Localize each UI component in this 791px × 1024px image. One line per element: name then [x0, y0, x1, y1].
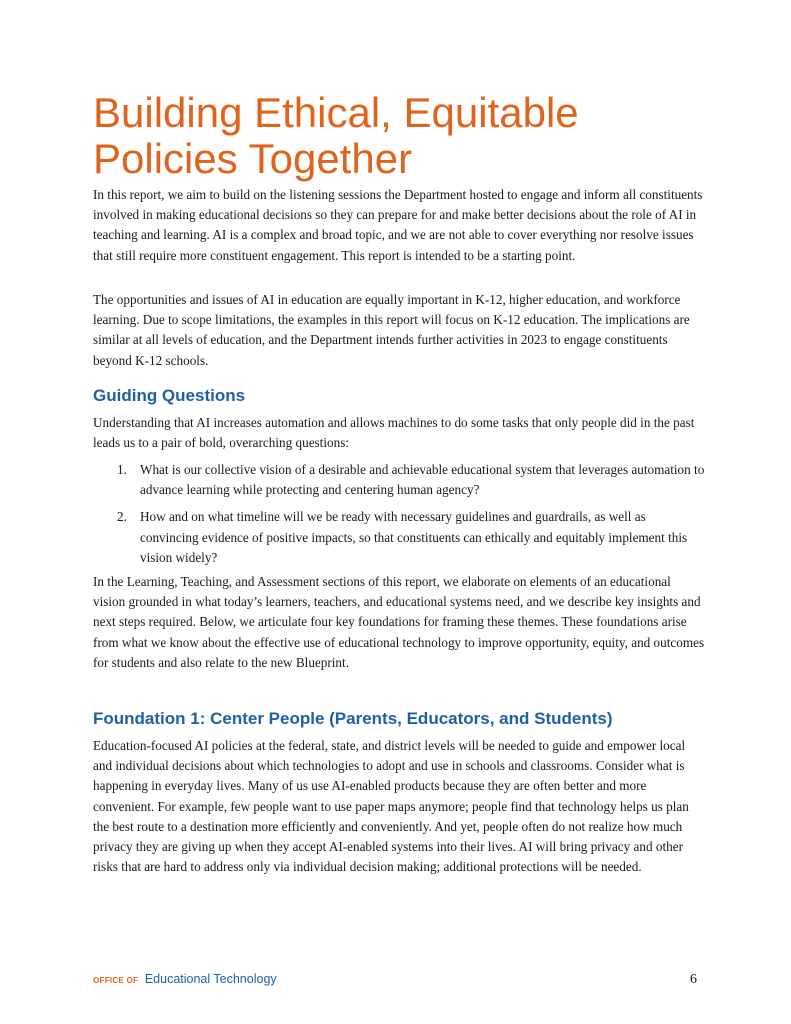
intro-paragraph-2: The opportunities and issues of AI in education are equally important in K-12, higher education, and workforce learning. Due to scope limitations, the examples in this report will focus on K-12 education. The implications are similar at all levels of education, and the Department intends further activities in 2023 to engage constituents beyond K-12 schools. — [93, 292, 690, 368]
guiding-questions-heading: Guiding Questions — [93, 386, 246, 405]
guiding-questions-list — [93, 460, 705, 568]
office-logo — [93, 970, 277, 988]
logo-office-of: OFFICE OF — [93, 976, 139, 985]
foundation-1-heading: Foundation 1: Center People (Parents, Educators, and Students) — [93, 709, 613, 728]
guiding-lead-paragraph: Understanding that AI increases automation and allows machines to do some tasks that only people did in the past leads us to a pair of bold, overarching questions: — [93, 415, 695, 451]
page-number: 6 — [690, 972, 697, 987]
logo-educational-technology: Educational Technology — [144, 972, 277, 986]
foundation-1-paragraph: Education-focused AI policies at the federal, state, and district levels will be needed to guide and empower local and individual decisions about which technologies to adopt and use in schools and classrooms. Consider what is happening in everyday lives. Many of us use AI-enabled products because they are often better and more convenient. For example, few people want to use paper maps anymore; people find that technology helps us plan the best route to a destination more efficiently and conveniently. And yet, people often do not realize how much privacy they are giving up when they accept AI-enabled systems into their lives. AI will bring privacy and other risks that are hard to address only via individual decision making; additional protections will be needed. — [93, 738, 689, 875]
list-item-text: What is our collective vision of a desirable and achievable educational system that leverages automation to advance learning while protecting and centering human agency? — [140, 462, 705, 498]
list-item — [93, 507, 705, 568]
list-item — [93, 460, 705, 500]
list-item-text: How and on what timeline will we be ready with necessary guidelines and guardrails, as well as convincing evidence of positive impacts, so that constituents can ethically and equitably implement this vision widely? — [140, 509, 688, 565]
guiding-after-paragraph: In the Learning, Teaching, and Assessment sections of this report, we elaborate on elements of an educational vision grounded in what today’s learners, teachers, and educational systems need, and we describe key insights and next steps required. Below, we articulate four key foundations for framing these themes. These foundations arise from what we know about the effective use of educational technology to improve opportunity, equity, and outcomes for students and also relate to the new Blueprint. — [93, 574, 705, 670]
list-item-number: 2. — [117, 509, 127, 525]
page-title: Building Ethical, Equitable Policies Together — [93, 89, 579, 182]
intro-paragraph-1: In this report, we aim to build on the listening sessions the Department hosted to engage and inform all constituents involved in making educational decisions so they can prepare for and make better decisions about the role of AI in teaching and learning. AI is a complex and broad topic, and we are not able to cover everything nor resolve issues that still require more constituent engagement. This report is intended to be a starting point. — [93, 187, 703, 263]
list-item-number: 1. — [117, 462, 127, 477]
